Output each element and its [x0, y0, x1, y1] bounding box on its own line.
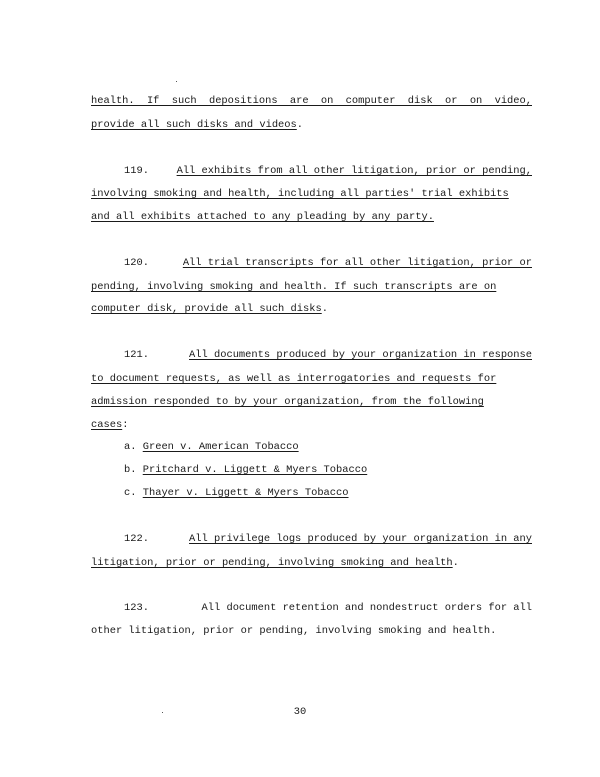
case-list-item: b. Pritchard v. Liggett & Myers Tobacco: [124, 464, 368, 476]
case-list-item: a. Green v. American Tobacco: [124, 441, 299, 453]
p123-line-2: other litigation, prior or pending, involving smoking and health.: [91, 625, 497, 637]
p120-line-2: pending, involving smoking and health. If such transcripts are on: [91, 281, 497, 293]
p120-line-1: 120. All trial transcripts for all other litigation, prior or: [124, 257, 532, 269]
p119-line-2: involving smoking and health, including all parties' trial exhibits: [91, 188, 509, 200]
p121-line-4: cases:: [91, 419, 129, 431]
p121-line-2: to document requests, as well as interrogatories and requests for: [91, 373, 497, 385]
p120-number: 120.: [124, 257, 149, 269]
p123-number: 123.: [124, 602, 149, 614]
p119-line-3: and all exhibits attached to any pleading by any party.: [91, 211, 434, 223]
scan-speck: [176, 81, 177, 82]
p121-line-3: admission responded to by your organization, from the following: [91, 396, 484, 408]
scan-speck: [162, 712, 163, 713]
p121-line-1: 121. All documents produced by your organization in response: [124, 349, 532, 361]
p120-line-3: computer disk, provide all such disks.: [91, 303, 328, 315]
p121-number: 121.: [124, 349, 149, 361]
p122-number: 122.: [124, 533, 149, 545]
p118-line-2: provide all such disks and videos.: [91, 119, 304, 131]
case-list-item: c. Thayer v. Liggett & Myers Tobacco: [124, 487, 349, 499]
p122-line-2: litigation, prior or pending, involving smoking and health.: [91, 557, 459, 569]
p123-line-1: 123. All document retention and nondestruct orders for all: [124, 602, 532, 614]
p118-line-1: health. If such depositions are on computer disk or on video,: [91, 95, 532, 107]
p119-line-1: 119. All exhibits from all other litigation, prior or pending,: [124, 165, 532, 177]
p122-line-1: 122. All privilege logs produced by your organization in any: [124, 533, 532, 545]
p119-number: 119.: [124, 165, 149, 177]
page-number: 30: [293, 706, 307, 718]
